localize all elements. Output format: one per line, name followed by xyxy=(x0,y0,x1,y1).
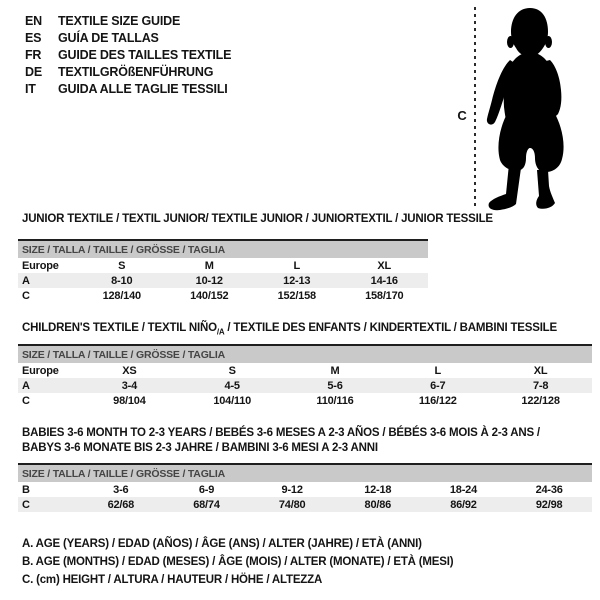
table-cell: 68/74 xyxy=(193,498,220,511)
baby-silhouette-icon xyxy=(450,2,600,214)
lang-label: TEXTILE SIZE GUIDE xyxy=(58,14,181,28)
table-cell: S xyxy=(228,364,236,377)
lang-code: FR xyxy=(25,48,42,62)
table-row xyxy=(18,273,428,288)
table-cell: XL xyxy=(533,364,548,377)
table-cell: 12-18 xyxy=(364,483,392,496)
children-size-table xyxy=(18,344,592,408)
lang-label: GUIDE DES TAILLES TEXTILE xyxy=(58,48,232,62)
row-label: C xyxy=(22,289,30,302)
table-cell: 86/92 xyxy=(450,498,477,511)
size-header-cell: SIZE / TALLA / TAILLE / GRÖSSE / TAGLIA xyxy=(18,464,592,482)
table-cell: 5-6 xyxy=(327,379,343,392)
legend-line-a: A. AGE (YEARS) / EDAD (AÑOS) / ÂGE (ANS) / ALTER (JAHRE) / ETÀ (ANNI) xyxy=(22,538,422,550)
lang-code: DE xyxy=(25,65,42,79)
table-row xyxy=(18,258,428,273)
lang-code: IT xyxy=(25,82,36,96)
table-row xyxy=(18,497,592,512)
lang-row-en xyxy=(25,13,231,30)
table-cell: 152/158 xyxy=(277,289,316,302)
table-row xyxy=(18,288,428,303)
table-cell: 10-12 xyxy=(195,274,223,287)
table-cell: 6-7 xyxy=(430,379,446,392)
lang-row-fr xyxy=(25,47,231,64)
lang-label: GUÍA DE TALLAS xyxy=(58,31,159,45)
table-cell: XL xyxy=(377,259,392,272)
table-cell: 4-5 xyxy=(224,379,240,392)
language-list xyxy=(25,13,231,98)
row-label: A xyxy=(22,274,30,287)
table-row xyxy=(18,363,592,378)
table-cell: 6-9 xyxy=(198,483,215,496)
table-cell: 128/140 xyxy=(102,289,141,302)
table-cell: 7-8 xyxy=(532,379,549,392)
babies-table-title xyxy=(22,426,540,456)
table-cell: M xyxy=(204,259,214,272)
lang-label: GUIDA ALLE TAGLIE TESSILI xyxy=(58,82,228,96)
table-cell: 62/68 xyxy=(107,498,135,511)
table-cell: 14-16 xyxy=(370,274,398,287)
table-cell: 74/80 xyxy=(278,498,306,511)
babies-title-line1: BABIES 3-6 MONTH TO 2-3 YEARS / BEBÉS 3-6 MESES A 2-3 AÑOS / BÉBÉS 3-6 MOIS À 2-3 ANS / xyxy=(22,427,540,439)
lang-row-it xyxy=(25,81,231,98)
table-cell: 9-12 xyxy=(281,483,303,496)
table-cell: 104/110 xyxy=(213,394,252,407)
junior-size-table xyxy=(18,239,428,303)
table-cell: 3-4 xyxy=(121,379,138,392)
junior-table-title: JUNIOR TEXTILE / TEXTIL JUNIOR/ TEXTILE JUNIOR / JUNIORTEXTIL / JUNIOR TESSILE xyxy=(22,213,493,225)
size-header-row xyxy=(18,464,592,482)
table-cell: 110/116 xyxy=(316,394,354,407)
table-cell: XS xyxy=(122,364,137,377)
size-header-row xyxy=(18,345,592,363)
table-cell: 12-13 xyxy=(283,274,311,287)
table-cell: L xyxy=(293,259,301,272)
table-cell: 24-36 xyxy=(535,483,563,496)
lang-row-de xyxy=(25,64,231,81)
children-title-post: / TEXTILE DES ENFANTS / KINDERTEXTIL / BAMBINI TESSILE xyxy=(224,322,557,334)
table-cell: 116/122 xyxy=(418,394,457,407)
table-row xyxy=(18,393,592,408)
table-cell: 92/98 xyxy=(535,498,563,511)
table-row xyxy=(18,378,592,393)
row-label: Europe xyxy=(22,259,59,272)
table-cell: 3-6 xyxy=(113,483,129,496)
children-title-sub: /A xyxy=(216,327,225,337)
table-cell: 140/152 xyxy=(190,289,229,302)
lang-code: EN xyxy=(25,14,42,28)
size-header-row xyxy=(18,240,428,258)
table-cell: L xyxy=(434,364,442,377)
babies-title-line2: BABYS 3-6 MONATE BIS 2-3 JAHRE / BAMBINI 3-6 MESI A 2-3 ANNI xyxy=(22,442,378,454)
row-label: C xyxy=(22,498,30,511)
table-cell: 80/86 xyxy=(364,498,392,511)
table-cell: 8-10 xyxy=(111,274,133,287)
size-header-cell: SIZE / TALLA / TAILLE / GRÖSSE / TAGLIA xyxy=(18,240,428,258)
size-header-cell: SIZE / TALLA / TAILLE / GRÖSSE / TAGLIA xyxy=(18,345,592,363)
table-cell: 98/104 xyxy=(113,394,146,407)
row-label: B xyxy=(22,483,30,496)
lang-code: ES xyxy=(25,31,42,45)
row-label: Europe xyxy=(22,364,59,377)
lang-label: TEXTILGRÖßENFÜHRUNG xyxy=(58,65,214,79)
legend-line-c: C. (cm) HEIGHT / ALTURA / HAUTEUR / HÖHE / ALTEZZA xyxy=(22,574,323,586)
children-table-title xyxy=(22,321,557,339)
table-cell: 158/170 xyxy=(365,289,404,302)
row-label: C xyxy=(22,394,30,407)
table-cell: S xyxy=(118,259,126,272)
lang-row-es xyxy=(25,30,231,47)
table-cell: 18-24 xyxy=(449,483,478,496)
children-title-pre: CHILDREN'S TEXTILE / TEXTIL NIÑO xyxy=(22,322,217,334)
row-label: A xyxy=(22,379,30,392)
table-row xyxy=(18,482,592,497)
babies-size-table xyxy=(18,463,592,512)
table-cell: M xyxy=(330,364,340,377)
height-c-label: C xyxy=(457,108,467,123)
legend xyxy=(22,535,453,589)
legend-line-b: B. AGE (MONTHS) / EDAD (MESES) / ÂGE (MOIS) / ALTER (MONATE) / ETÀ (MESI) xyxy=(22,556,454,568)
table-cell: 122/128 xyxy=(521,394,560,407)
